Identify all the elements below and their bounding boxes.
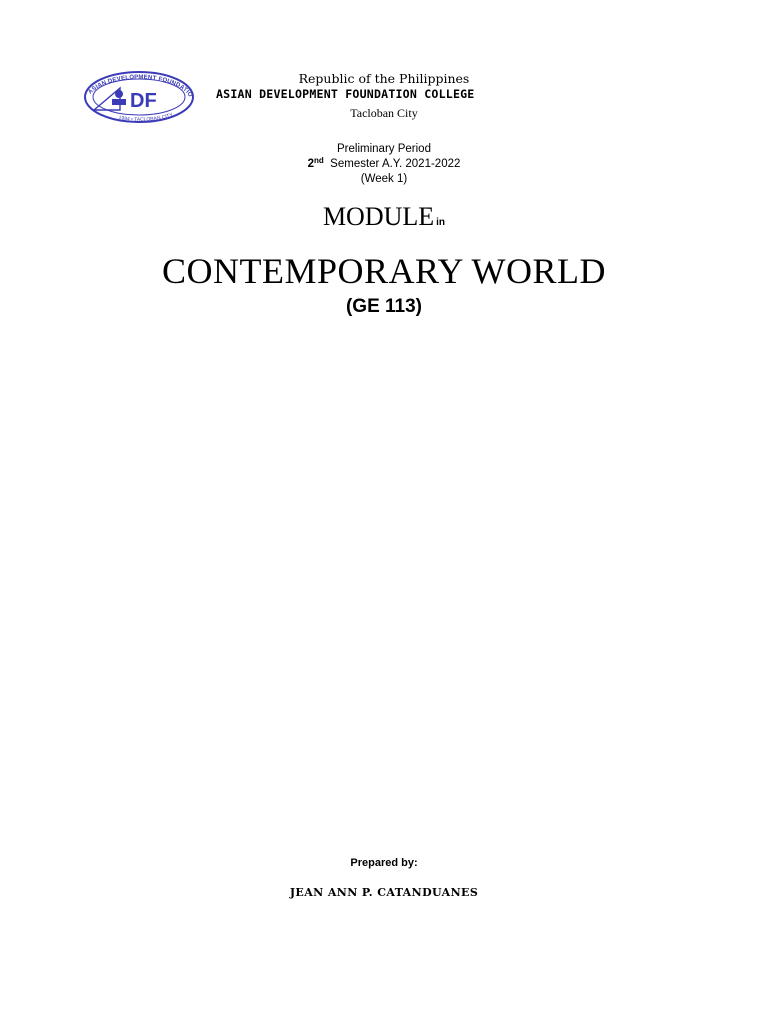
logo-ring-text-bottom: 1984 • TACLOBAN CITY	[118, 112, 174, 123]
subject-code: (GE 113)	[345, 296, 423, 317]
week-line: (Week 1)	[360, 173, 408, 185]
prepared-by-label: Prepared by:	[350, 857, 418, 869]
logo-ring-text-top: ASIAN DEVELOPMENT FOUNDATIO	[87, 74, 194, 99]
period-name: Preliminary Period	[337, 143, 431, 155]
semester-suffix: nd	[314, 156, 324, 165]
module-in-word: in	[436, 217, 446, 228]
semester-number: 2	[307, 158, 314, 170]
semester-line	[0, 157, 768, 172]
city-line: Tacloban City	[350, 106, 418, 120]
republic-line: Republic of the Philippines	[298, 71, 470, 86]
module-word: MODULE	[322, 202, 435, 231]
author-name: JEAN ANN P. CATANDUANES	[289, 886, 479, 899]
college-name: ASIAN DEVELOPMENT FOUNDATION COLLEGE	[216, 87, 475, 101]
semester-text: Semester A.Y. 2021-2022	[330, 158, 461, 170]
subject-title: CONTEMPORARY WORLD	[161, 251, 607, 291]
module-heading	[0, 202, 768, 232]
period-block	[0, 142, 768, 187]
logo-letters: DF	[130, 90, 157, 112]
